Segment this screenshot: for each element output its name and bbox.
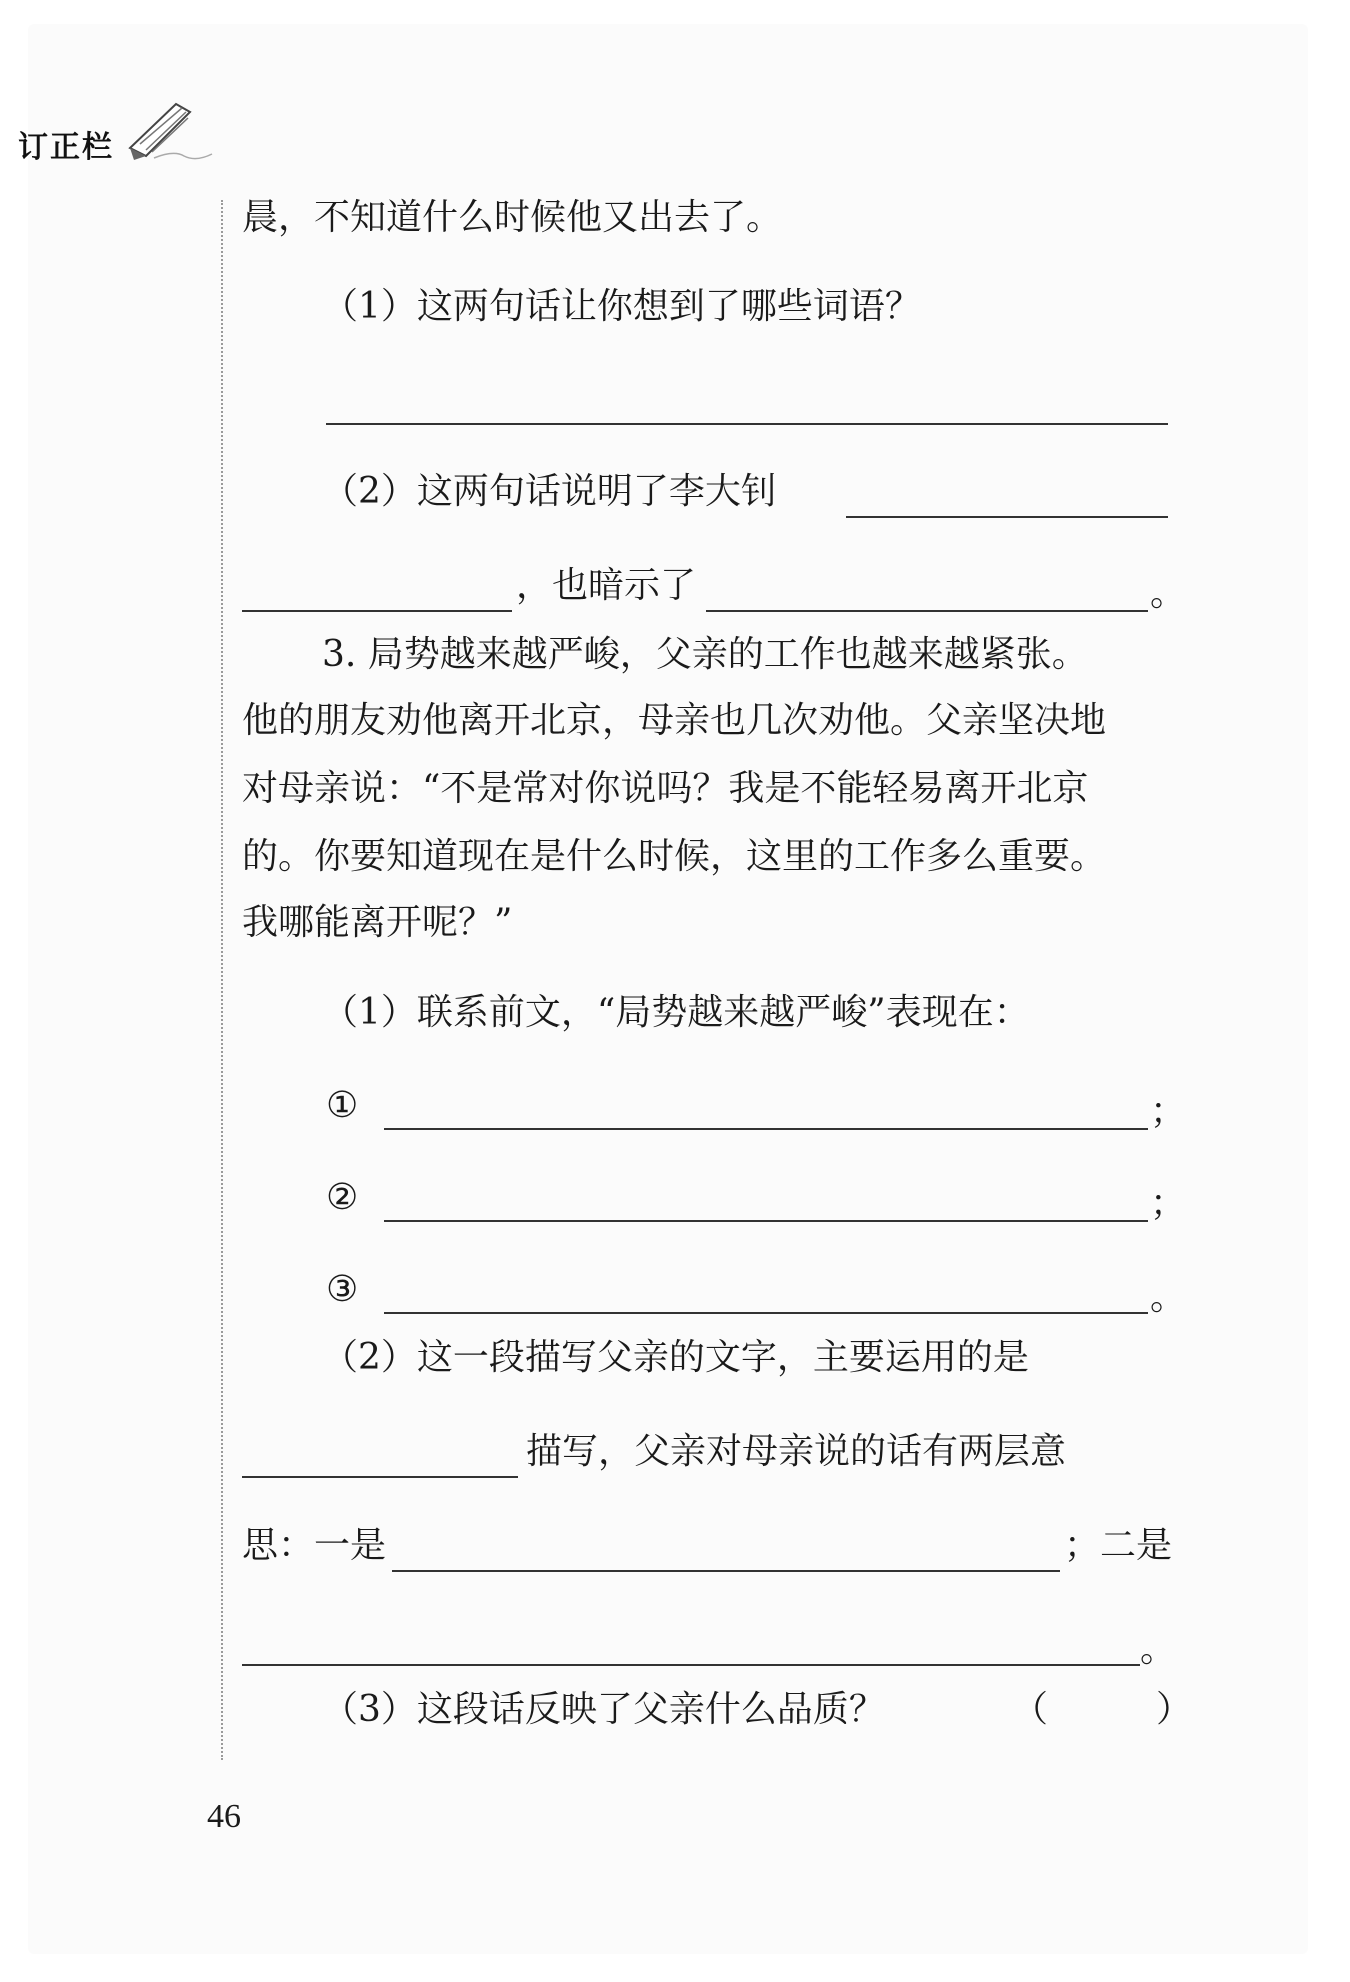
period-mark: 。 — [1150, 1277, 1187, 1318]
question-3-2-continued: 描写，父亲对母亲说的话有两层意 — [526, 1431, 1067, 1472]
circled-number-1: ① — [326, 1085, 359, 1126]
circled-number-3: ③ — [326, 1269, 359, 1310]
question-3-1: （1）联系前文，“局势越来越严峻”表现在： — [322, 992, 1030, 1033]
question-3-2-one: 思：一是 — [242, 1525, 387, 1566]
pencil-icon — [124, 100, 214, 162]
question-3-2-two: ；二是 — [1064, 1525, 1173, 1566]
passage-3-line-2: 他的朋友劝他离开北京，母亲也几次劝他。父亲坚决地 — [242, 700, 1107, 741]
question-2-1: （1）这两句话让你想到了哪些词语？ — [322, 286, 921, 327]
correction-column-label: 订正栏 — [18, 130, 114, 165]
answer-blank-3-2a[interactable] — [242, 1476, 518, 1478]
question-2-2: （2）这两句话说明了李大钊 — [322, 471, 777, 512]
answer-blank-3-1-3[interactable] — [384, 1312, 1148, 1314]
margin-divider — [221, 200, 223, 1760]
answer-blank-2-2c[interactable] — [706, 610, 1148, 612]
period-mark: 。 — [1150, 573, 1187, 614]
question-3-3: （3）这段话反映了父亲什么品质？ — [322, 1689, 885, 1730]
semicolon-mark: ； — [1150, 1183, 1187, 1224]
answer-blank-2-2b[interactable] — [242, 610, 512, 612]
page-number: 46 — [207, 1798, 241, 1835]
answer-blank-3-2b[interactable] — [392, 1570, 1060, 1572]
passage-3-line-4: 的。你要知道现在是什么时候，这里的工作多么重要。 — [242, 836, 1107, 877]
answer-blank-2-2a[interactable] — [846, 516, 1168, 518]
answer-blank-3-1-2[interactable] — [384, 1220, 1148, 1222]
answer-blank-3-2c[interactable] — [242, 1664, 1140, 1666]
answer-blank-3-1-1[interactable] — [384, 1128, 1148, 1130]
answer-blank-2-1[interactable] — [326, 423, 1168, 425]
question-2-2-continued: ，也暗示了 — [516, 565, 697, 606]
passage-3-line-5: 我哪能离开呢？” — [242, 902, 513, 943]
passage-line: 晨，不知道什么时候他又出去了。 — [242, 197, 783, 238]
circled-number-2: ② — [326, 1177, 359, 1218]
question-3-2: （2）这一段描写父亲的文字，主要运用的是 — [322, 1337, 1029, 1378]
semicolon-mark: ； — [1150, 1091, 1187, 1132]
period-mark: 。 — [1140, 1629, 1177, 1670]
answer-parentheses[interactable]: （ ） — [1012, 1689, 1193, 1730]
passage-3-line-1: 3. 局势越来越严峻，父亲的工作也越来越紧张。 — [322, 634, 1088, 675]
passage-3-line-3: 对母亲说：“不是常对你说吗？我是不能轻易离开北京 — [242, 768, 1089, 809]
